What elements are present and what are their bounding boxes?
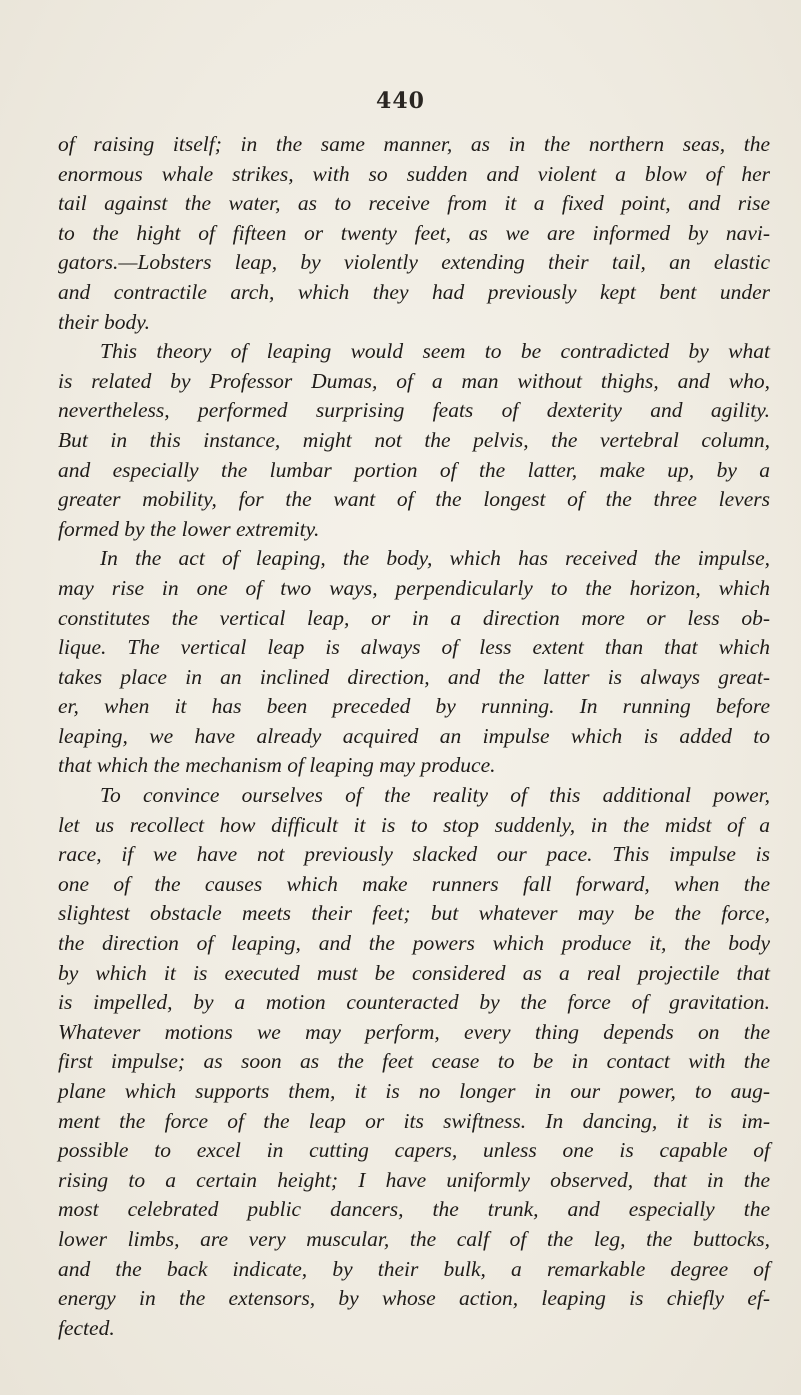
- text-line: first impulse; as soon as the feet cease to be in contact with the: [58, 1049, 770, 1074]
- text-line: let us recollect how difficult it is to stop suddenly, in the midst of a: [58, 812, 770, 837]
- text-line: their body.: [58, 309, 150, 334]
- text-line: the direction of leaping, and the powers which produce it, the body: [58, 931, 770, 956]
- text-line: greater mobility, for the want of the longest of the three levers: [58, 487, 770, 512]
- text-line: and especially the lumbar portion of the latter, make up, by a: [58, 457, 770, 482]
- text-line: To convince ourselves of the reality of this additional power,: [100, 783, 770, 808]
- text-line: most celebrated public dancers, the trunk, and especially the: [58, 1197, 770, 1222]
- text-line: is impelled, by a motion counteracted by the force of gravitation.: [58, 990, 770, 1015]
- text-line: tail against the water, as to receive from it a fixed point, and rise: [58, 191, 770, 216]
- paragraph-p3: [58, 544, 770, 781]
- text-line: is related by Professor Dumas, of a man without thighs, and who,: [58, 368, 770, 393]
- text-line: enormous whale strikes, with so sudden and violent a blow of her: [58, 161, 770, 186]
- text-line: gators.—Lobsters leap, by violently extending their tail, an elastic: [58, 250, 770, 275]
- text-line: that which the mechanism of leaping may produce.: [58, 753, 496, 778]
- text-line: race, if we have not previously slacked our pace. This impulse is: [58, 842, 770, 867]
- text-line: In the act of leaping, the body, which has received the impulse,: [100, 546, 770, 571]
- text-line: er, when it has been preceded by running. In running before: [58, 694, 770, 719]
- text-line: of raising itself; in the same manner, as in the northern seas, the: [58, 132, 770, 156]
- text-line: lower limbs, are very muscular, the calf of the leg, the buttocks,: [58, 1226, 770, 1251]
- text-line: Whatever motions we may perform, every thing depends on the: [58, 1019, 770, 1044]
- text-line: ment the force of the leap or its swiftness. In dancing, it is im-: [58, 1108, 770, 1133]
- paragraph-p4: [58, 781, 770, 1343]
- text-line: rising to a certain height; I have uniformly observed, that in the: [58, 1167, 770, 1192]
- text-line: This theory of leaping would seem to be contradicted by what: [100, 339, 770, 364]
- text-line: nevertheless, performed surprising feats of dexterity and agility.: [58, 398, 770, 423]
- body-text: [58, 130, 770, 1343]
- text-line: takes place in an inclined direction, and the latter is always great-: [58, 664, 770, 689]
- text-line: by which it is executed must be considered as a real projectile that: [58, 960, 770, 985]
- text-line: lique. The vertical leap is always of less extent than that which: [58, 635, 770, 660]
- text-line: formed by the lower extremity.: [58, 516, 320, 541]
- text-line: constitutes the vertical leap, or in a direction more or less ob-: [58, 605, 770, 630]
- text-line: slightest obstacle meets their feet; but whatever may be the force,: [58, 901, 770, 926]
- text-line: But in this instance, might not the pelvis, the vertebral column,: [58, 427, 770, 452]
- text-line: may rise in one of two ways, perpendicularly to the horizon, which: [58, 575, 770, 600]
- text-line: leaping, we have already acquired an impulse which is added to: [58, 723, 770, 748]
- text-line: to the hight of fifteen or twenty feet, as we are informed by navi-: [58, 220, 770, 245]
- page-number: 440: [376, 88, 425, 114]
- text-line: plane which supports them, it is no longer in our power, to aug-: [58, 1079, 770, 1103]
- text-line: one of the causes which make runners fall forward, when the: [58, 871, 770, 896]
- text-line: and the back indicate, by their bulk, a remarkable degree of: [58, 1256, 770, 1281]
- text-line: and contractile arch, which they had previously kept bent under: [58, 279, 770, 304]
- text-line: possible to excel in cutting capers, unless one is capable of: [58, 1138, 770, 1163]
- paragraph-p2: [58, 337, 770, 544]
- text-line: fected.: [58, 1315, 115, 1340]
- paragraph-p1: [58, 130, 770, 337]
- text-line: energy in the extensors, by whose action, leaping is chiefly ef-: [58, 1286, 770, 1311]
